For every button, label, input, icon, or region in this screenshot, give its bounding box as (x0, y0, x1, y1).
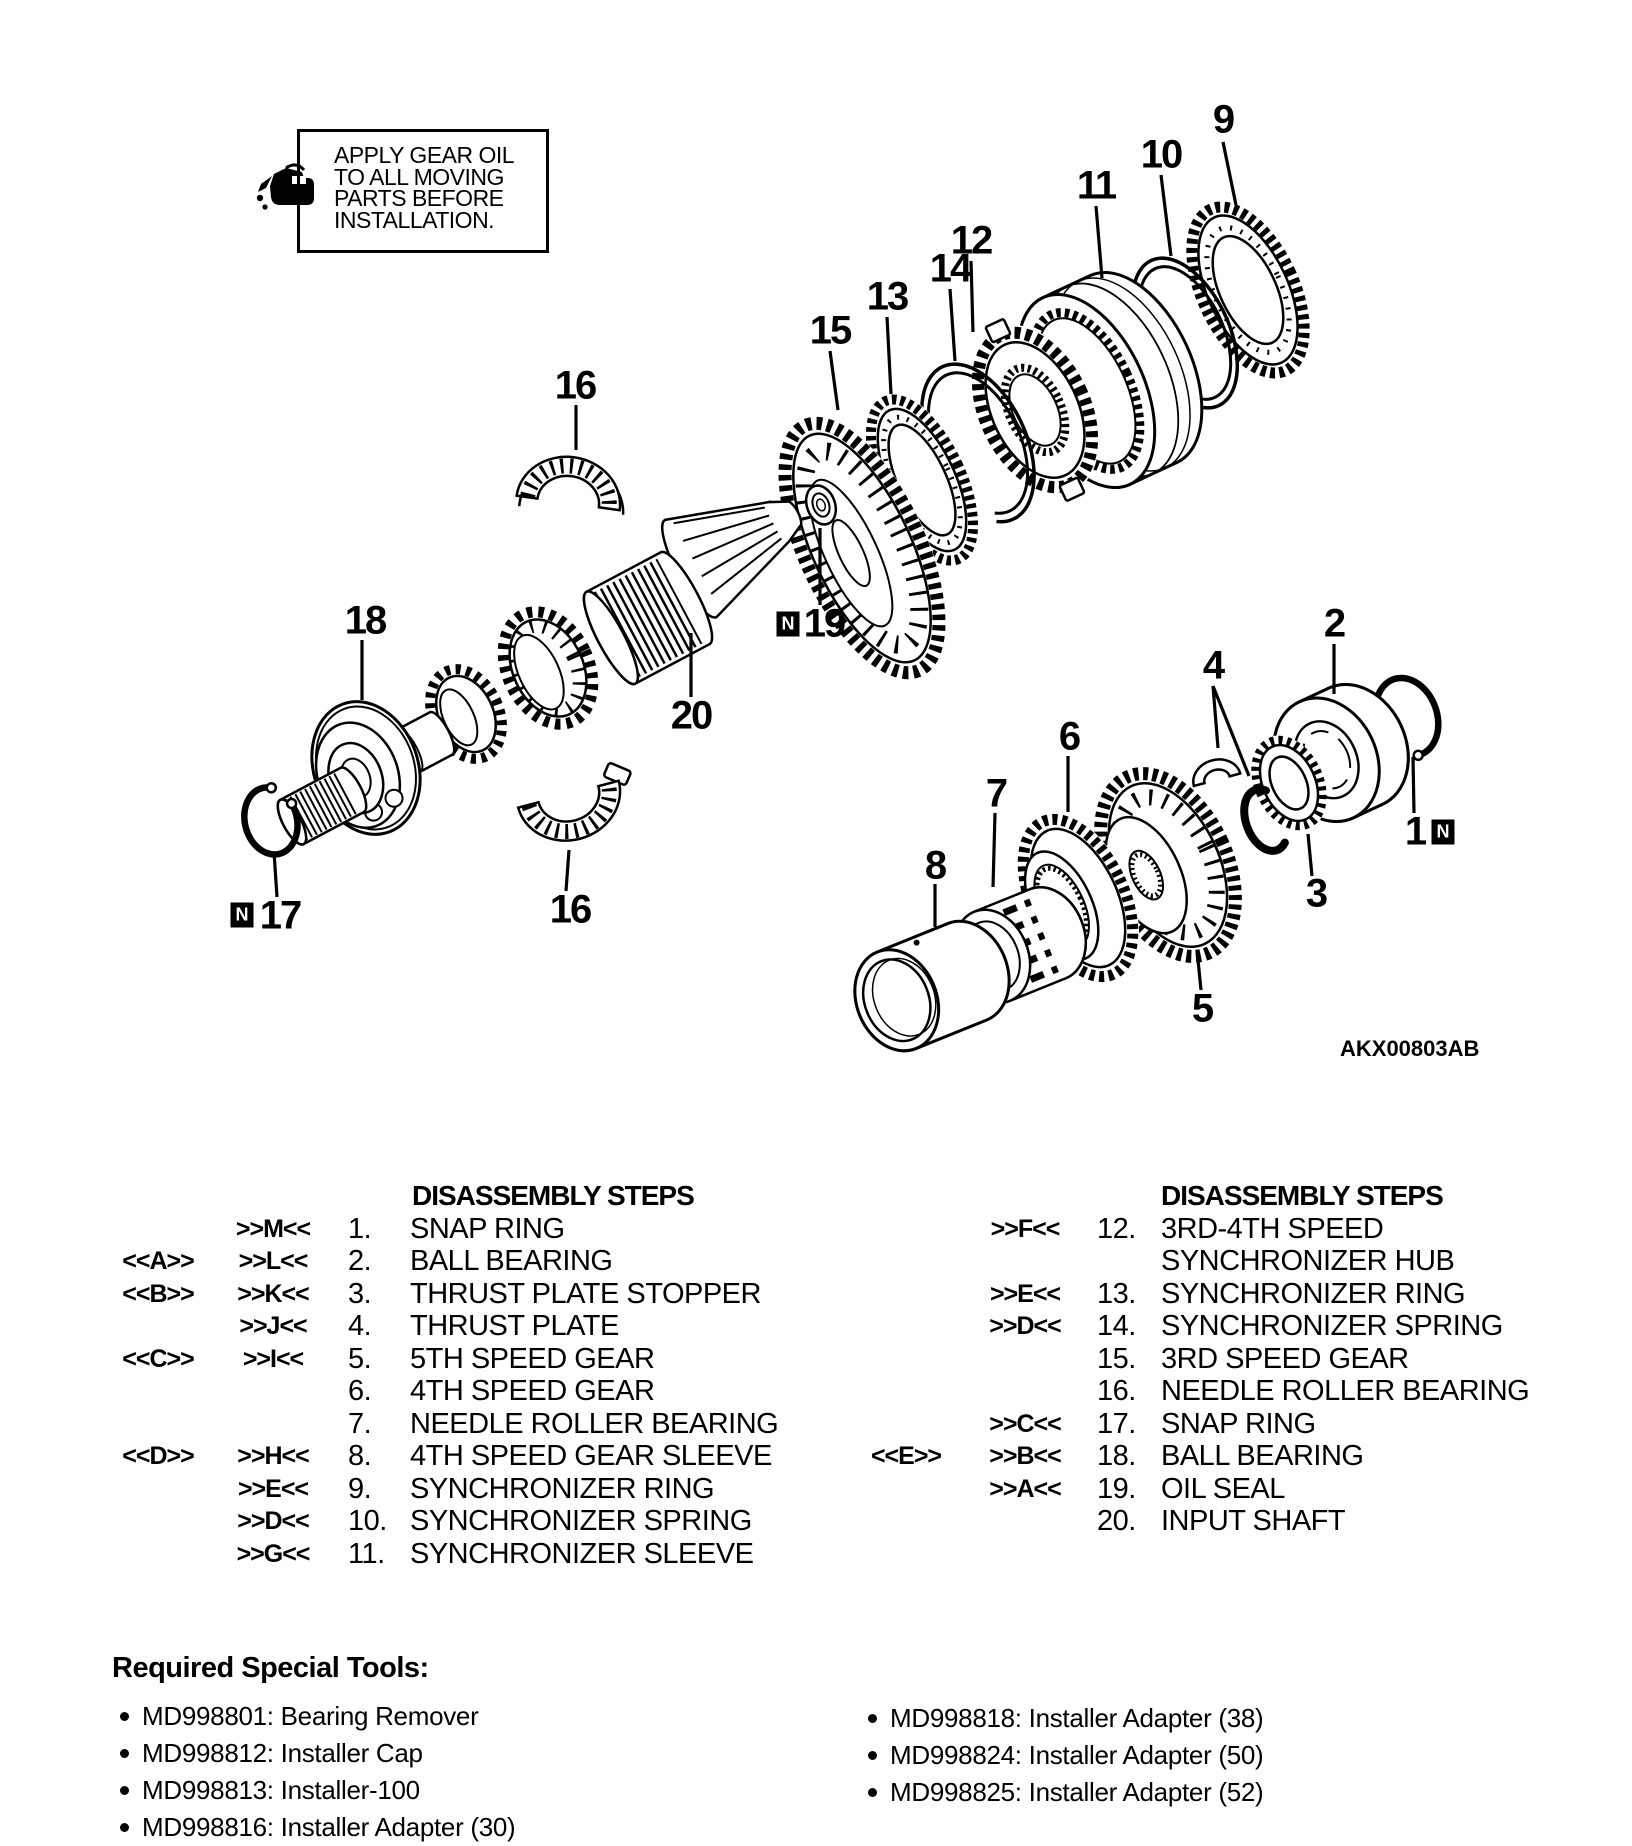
step-row (869, 1408, 1316, 1441)
step-row (118, 1538, 753, 1571)
step-number: 11. (348, 1538, 385, 1570)
step-marker-inner: >>D<< (237, 1507, 309, 1535)
step-row (869, 1440, 1363, 1473)
step-label: BALL BEARING (1161, 1440, 1364, 1472)
step-number: 8. (348, 1440, 372, 1472)
step-number: 12. (1097, 1213, 1136, 1245)
tool-item (868, 1703, 1263, 1734)
callout-5: 5 (1191, 986, 1213, 1031)
step-label: THRUST PLATE STOPPER (410, 1278, 761, 1310)
step-number: 19. (1097, 1473, 1136, 1505)
part-thrust-plate-4a (1189, 754, 1241, 786)
step-label: SYNCHRONIZER SPRING (410, 1505, 752, 1537)
callout-1: 1 (1404, 809, 1426, 854)
step-row (118, 1473, 714, 1506)
step-label: SYNCHRONIZER HUB (1161, 1245, 1455, 1277)
step-number: 4. (348, 1310, 372, 1342)
step-row (869, 1213, 1383, 1246)
callout-20: 20 (670, 693, 712, 738)
step-row (118, 1408, 778, 1441)
step-marker-outer: <<C>> (122, 1345, 194, 1373)
callout-10: 10 (1140, 132, 1182, 177)
step-row (118, 1213, 565, 1246)
step-marker-outer: <<D>> (122, 1442, 194, 1470)
step-row (869, 1245, 1454, 1278)
step-marker-inner: >>M<< (235, 1215, 311, 1243)
step-label: THRUST PLATE (410, 1310, 619, 1342)
tool-item (120, 1701, 478, 1732)
step-label: 3RD SPEED GEAR (1161, 1343, 1409, 1375)
step-row (869, 1343, 1409, 1376)
step-number: 15. (1097, 1343, 1136, 1375)
step-marker-inner: >>L<< (238, 1247, 308, 1275)
step-row (118, 1375, 654, 1408)
bullet-icon (868, 1751, 877, 1760)
part-needle-roller-bearing-16-top (515, 450, 630, 520)
callout-19: 19 (803, 601, 845, 646)
step-marker-inner: >>J<< (239, 1312, 307, 1340)
step-marker-inner: >>A<< (989, 1475, 1061, 1503)
tool-label: MD998813: Installer-100 (142, 1775, 420, 1805)
step-marker-inner: >>I<< (242, 1345, 304, 1373)
tool-item (868, 1740, 1263, 1771)
callout-14: 14 (929, 246, 971, 291)
callout-13: 13 (866, 274, 908, 319)
step-label: NEEDLE ROLLER BEARING (410, 1408, 779, 1440)
step-label: SNAP RING (1161, 1408, 1316, 1440)
step-marker-inner: >>H<< (237, 1442, 309, 1470)
step-row (118, 1343, 654, 1376)
note-marker-19: N (777, 612, 800, 637)
callout-18: 18 (344, 598, 386, 643)
step-number: 14. (1097, 1310, 1136, 1342)
step-label: INPUT SHAFT (1161, 1505, 1346, 1537)
step-number: 3. (348, 1278, 372, 1310)
step-label: OIL SEAL (1161, 1473, 1285, 1505)
callout-11: 11 (1076, 163, 1116, 208)
figure-code: AKX00803AB (1340, 1036, 1480, 1061)
step-label: 4TH SPEED GEAR (410, 1375, 655, 1407)
step-marker-inner: >>G<< (236, 1540, 310, 1568)
tool-label: MD998824: Installer Adapter (50) (890, 1740, 1264, 1770)
note-marker-17: N (231, 903, 254, 928)
step-marker-inner: >>D<< (989, 1312, 1061, 1340)
callout-12: 12 (950, 218, 992, 263)
callout-17: 17 (259, 893, 301, 938)
notice-line: TO ALL MOVING (334, 163, 504, 190)
callout-7: 7 (985, 771, 1007, 816)
callout-3: 3 (1305, 871, 1327, 916)
callout-6: 6 (1058, 714, 1080, 759)
step-number: 16. (1097, 1375, 1136, 1407)
tool-label: MD998818: Installer Adapter (38) (890, 1703, 1264, 1733)
callout-2: 2 (1323, 601, 1345, 646)
step-row (118, 1245, 612, 1278)
step-marker-inner: >>K<< (237, 1280, 309, 1308)
required-tools-title: Required Special Tools: (112, 1652, 429, 1684)
step-row (118, 1278, 761, 1311)
tool-item (120, 1738, 423, 1769)
step-row (118, 1310, 619, 1343)
part-needle-roller-bearing-16-bottom (513, 757, 645, 852)
bullet-icon (868, 1788, 877, 1797)
step-row (869, 1278, 1465, 1311)
step-number: 7. (348, 1408, 372, 1440)
callout-9: 9 (1212, 97, 1234, 142)
step-marker-inner: >>C<< (989, 1410, 1061, 1438)
step-row (869, 1473, 1285, 1506)
step-label: SYNCHRONIZER SLEEVE (410, 1538, 754, 1570)
step-number: 10. (348, 1505, 387, 1537)
step-marker-inner: >>F<< (990, 1215, 1060, 1243)
callout-15: 15 (809, 308, 851, 353)
notice-line: PARTS BEFORE (334, 185, 504, 211)
step-marker-inner: >>B<< (989, 1442, 1061, 1470)
tool-item (120, 1775, 420, 1806)
step-label: 4TH SPEED GEAR SLEEVE (410, 1440, 772, 1472)
gear-oil-notice (297, 129, 549, 253)
step-label: SNAP RING (410, 1213, 565, 1245)
callout-8: 8 (924, 843, 946, 888)
step-number: 18. (1097, 1440, 1136, 1472)
step-number: 17. (1097, 1408, 1136, 1440)
callout-16-bottom: 16 (549, 887, 591, 932)
callout-4: 4 (1202, 643, 1224, 688)
tool-label: MD998801: Bearing Remover (142, 1701, 479, 1731)
bullet-icon (120, 1823, 129, 1832)
step-number: 13. (1097, 1278, 1136, 1310)
disassembly-steps-left-title: DISASSEMBLY STEPS (412, 1180, 694, 1211)
step-row (869, 1375, 1529, 1408)
tool-label: MD998812: Installer Cap (142, 1738, 423, 1768)
notice-line: APPLY GEAR OIL (334, 142, 515, 168)
step-label: SYNCHRONIZER RING (1161, 1278, 1466, 1310)
step-row (869, 1310, 1503, 1343)
step-marker-inner: >>E<< (237, 1475, 309, 1503)
step-marker-outer: <<A>> (122, 1247, 194, 1275)
step-label: SYNCHRONIZER RING (410, 1473, 715, 1505)
step-marker-inner: >>E<< (989, 1280, 1061, 1308)
note-marker-1: N (1432, 820, 1455, 845)
notice-line: INSTALLATION. (334, 206, 495, 233)
disassembly-steps-right-title: DISASSEMBLY STEPS (1161, 1180, 1443, 1211)
bullet-icon (120, 1786, 129, 1795)
step-number: 9. (348, 1473, 372, 1505)
step-label: SYNCHRONIZER SPRING (1161, 1310, 1503, 1342)
tool-label: MD998816: Installer Adapter (30) (142, 1812, 516, 1842)
step-number: 1. (348, 1213, 372, 1245)
step-marker-outer: <<B>> (122, 1280, 194, 1308)
bullet-icon (120, 1712, 129, 1721)
step-number: 2. (348, 1245, 372, 1277)
step-number: 5. (348, 1343, 372, 1375)
step-row (869, 1505, 1345, 1538)
bullet-icon (120, 1749, 129, 1758)
bullet-icon (868, 1714, 877, 1723)
step-number: 20. (1097, 1505, 1136, 1537)
tool-item (868, 1777, 1263, 1808)
tool-item (120, 1812, 515, 1843)
tool-label: MD998825: Installer Adapter (52) (890, 1777, 1264, 1807)
step-label: 5TH SPEED GEAR (410, 1343, 655, 1375)
step-label: 3RD-4TH SPEED (1161, 1213, 1384, 1245)
step-label: BALL BEARING (410, 1245, 613, 1277)
step-number: 6. (348, 1375, 372, 1407)
step-marker-outer: <<E>> (870, 1442, 942, 1470)
callout-16-top: 16 (554, 363, 596, 408)
step-row (118, 1440, 772, 1473)
step-label: NEEDLE ROLLER BEARING (1161, 1375, 1530, 1407)
step-row (118, 1505, 752, 1538)
